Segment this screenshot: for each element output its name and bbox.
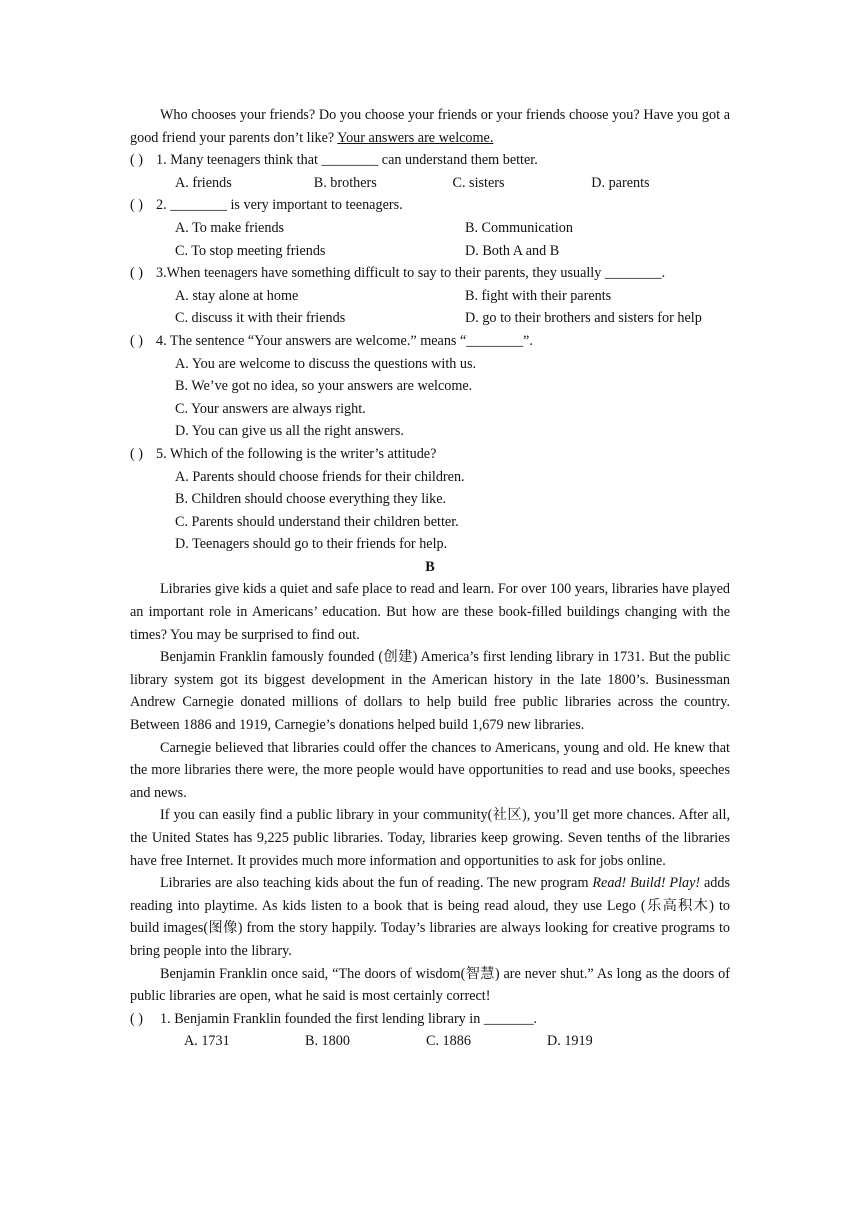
option-b: B. Children should choose everything they like. bbox=[175, 491, 447, 508]
intro-paragraph bbox=[130, 104, 730, 149]
passage-paragraph-1: Libraries give kids a quiet and safe place to read and learn. For over 100 years, libraries have played an important role in Americans’ education. But how are these book-filled buildings changing with the times? You may be surprised to find out. bbox=[130, 581, 730, 643]
question-stem: 5. Which of the following is the writer’s attitude? bbox=[156, 445, 437, 462]
options-list bbox=[130, 466, 730, 556]
passage-paragraph-4: If you can easily find a public library in your community(社区), you’ll get more chances. After all, the United States has 9,225 public libraries. Today, libraries keep growing. Seven tenths of the libraries have free Internet. It provides much more information and opportunities to ask for jobs online. bbox=[130, 807, 730, 869]
option-a: A. friends bbox=[175, 174, 232, 191]
question-stem: 1. Benjamin Franklin founded the first lending library in _______. bbox=[160, 1010, 538, 1027]
passage-paragraph-6: Benjamin Franklin once said, “The doors of wisdom(智慧) are never shut.” As long as the doors of public libraries are open, what he said is most certainly correct! bbox=[130, 965, 730, 1005]
question-a2 bbox=[130, 194, 730, 262]
options-row bbox=[130, 217, 730, 240]
answer-blank[interactable]: ( ) bbox=[130, 197, 143, 214]
answer-blank[interactable]: ( ) bbox=[130, 265, 143, 282]
options-row bbox=[130, 307, 730, 330]
option-b: B. brothers bbox=[313, 174, 377, 191]
option-b: B. 1800 bbox=[305, 1033, 350, 1050]
option-c: C. Your answers are always right. bbox=[175, 400, 366, 417]
option-c: C. 1886 bbox=[426, 1033, 471, 1050]
options-row bbox=[130, 1030, 730, 1053]
question-b1 bbox=[130, 1008, 730, 1053]
option-a: A. You are welcome to discuss the questions with us. bbox=[175, 355, 477, 372]
passage-paragraph-3: Carnegie believed that libraries could offer the chances to Americans, young and old. He knew that the more libraries there were, the more people would have opportunities to read and use books, speeches and news. bbox=[130, 739, 730, 801]
option-d: D. parents bbox=[591, 174, 650, 191]
option-a: A. Parents should choose friends for their children. bbox=[175, 468, 465, 485]
document-body bbox=[130, 104, 730, 1053]
option-a: A. stay alone at home bbox=[175, 287, 299, 304]
option-d: D. Both A and B bbox=[465, 242, 560, 259]
passage-text: Libraries are also teaching kids about the fun of reading. The new program bbox=[160, 875, 593, 892]
question-stem: 1. Many teenagers think that ________ can understand them better. bbox=[156, 152, 538, 169]
question-stem: 3.When teenagers have something difficult to say to their parents, they usually ________. bbox=[156, 265, 666, 282]
question-a4 bbox=[130, 330, 730, 443]
option-d: D. Teenagers should go to their friends for help. bbox=[175, 536, 448, 553]
answer-blank[interactable]: ( ) bbox=[130, 152, 143, 169]
options-row bbox=[130, 240, 730, 263]
section-heading: B bbox=[425, 558, 435, 575]
option-a: A. 1731 bbox=[184, 1033, 230, 1050]
options-row bbox=[130, 285, 730, 308]
option-b: B. fight with their parents bbox=[465, 287, 612, 304]
option-d: D. go to their brothers and sisters for help bbox=[465, 310, 702, 327]
option-c: C. discuss it with their friends bbox=[175, 310, 346, 327]
option-d: D. 1919 bbox=[547, 1033, 593, 1050]
intro-underlined: Your answers are welcome. bbox=[337, 129, 494, 146]
passage-text: adds reading into playtime. As kids listen to a book that is being read aloud, they use Lego (乐高积木) to build images(图像) from the story happily. Today’s libraries are always looking for creative programs to bring people into the library. bbox=[130, 875, 730, 959]
answer-blank[interactable]: ( ) bbox=[130, 332, 143, 349]
question-a1 bbox=[130, 149, 730, 194]
option-c: C. To stop meeting friends bbox=[175, 242, 326, 259]
program-title: Read! Build! Play! bbox=[592, 875, 701, 892]
question-stem: 2. ________ is very important to teenagers. bbox=[156, 197, 403, 214]
passage-paragraph-5 bbox=[130, 872, 730, 962]
option-c: C. Parents should understand their children better. bbox=[175, 513, 459, 530]
option-a: A. To make friends bbox=[175, 219, 285, 236]
options-list bbox=[130, 353, 730, 443]
option-c: C. sisters bbox=[452, 174, 505, 191]
question-a5 bbox=[130, 443, 730, 556]
answer-blank[interactable]: ( ) bbox=[130, 1010, 143, 1027]
options-row bbox=[130, 172, 730, 195]
question-a3 bbox=[130, 262, 730, 330]
passage-paragraph-2: Benjamin Franklin famously founded (创建) America’s first lending library in 1731. But the public library system got its biggest development in the American history in the late 1800’s. Businessman Andrew Carnegie donated millions of dollars to help build free public libraries across the country. Between 1886 and 1919, Carnegie’s donations helped build 1,679 new libraries. bbox=[130, 649, 730, 734]
option-b: B. We’ve got no idea, so your answers are welcome. bbox=[175, 378, 473, 395]
question-stem: 4. The sentence “Your answers are welcome.” means “________”. bbox=[156, 332, 533, 349]
answer-blank[interactable]: ( ) bbox=[130, 445, 143, 462]
option-b: B. Communication bbox=[465, 219, 573, 236]
intro-text: Who chooses your friends? Do you choose your friends or your friends choose you? Have you got a good friend your parents don’t like? bbox=[130, 107, 730, 146]
option-d: D. You can give us all the right answers. bbox=[175, 423, 404, 440]
